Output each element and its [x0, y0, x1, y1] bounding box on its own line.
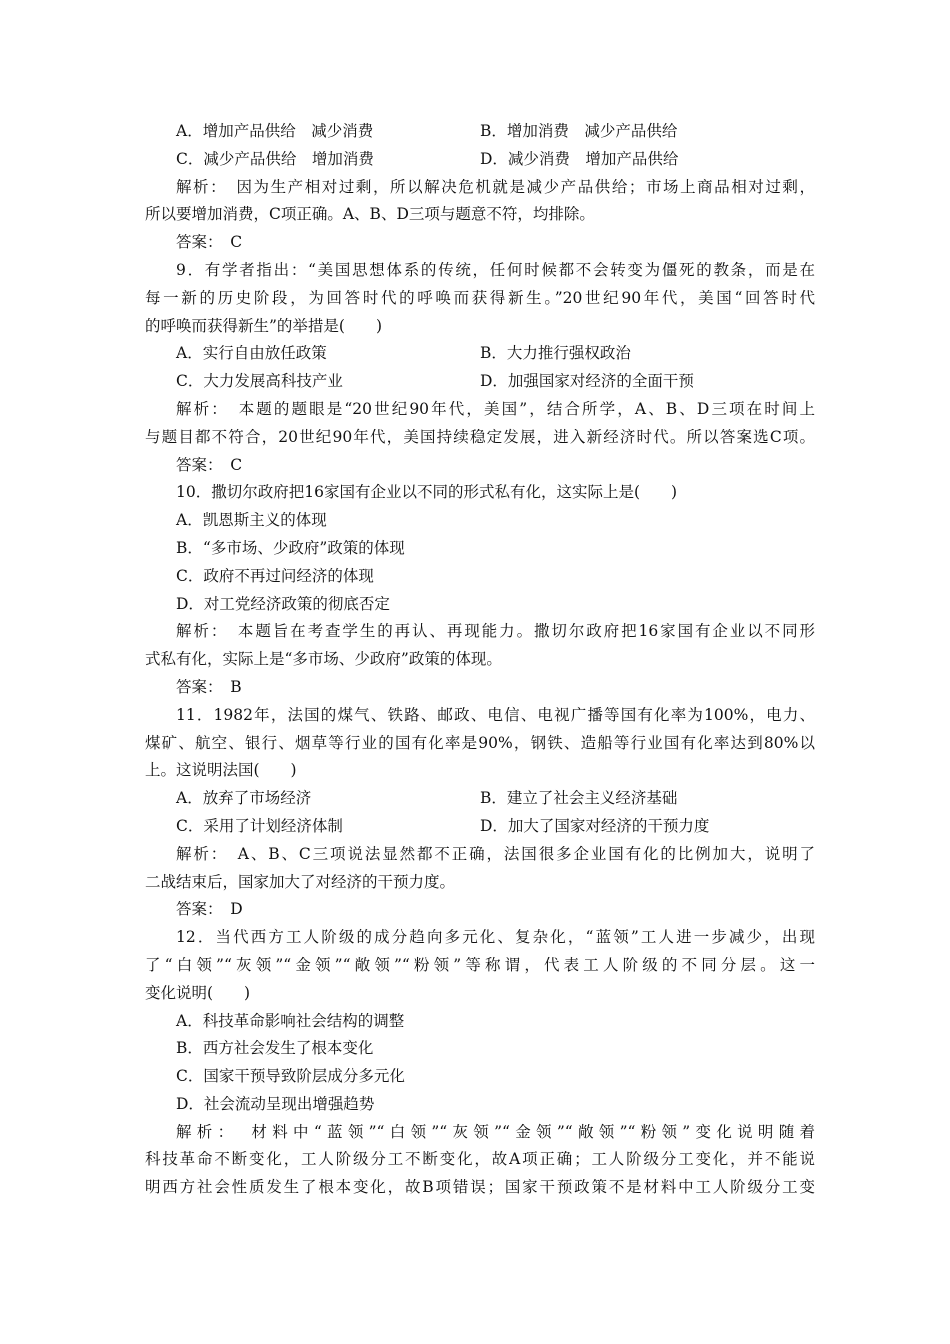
q9-analysis-line-1: 解析： 本题的题眼是“20世纪90年代，美国”，结合所学，A、B、D三项在时间上: [176, 399, 815, 418]
q8-options-row-1: [145, 118, 815, 146]
q9-option-b: B．大力推行强权政治: [480, 344, 631, 363]
q9-options-row-2: [145, 368, 815, 396]
q11-stem-line-1: 11．1982年，法国的煤气、铁路、邮政、电信、电视广播等国有化率为100%，电力、: [176, 705, 815, 724]
q12-option-a: A．科技革命影响社会结构的调整: [176, 1011, 405, 1030]
q10-option-d: D．对工党经济政策的彻底否定: [176, 594, 390, 613]
q12-option-d: D．社会流动呈现出增强趋势: [176, 1094, 375, 1113]
q9-option-c: C．大力发展高科技产业: [176, 372, 343, 391]
q10-analysis-line-2: 式私有化，实际上是“多市场、少政府”政策的体现。: [145, 650, 502, 669]
q9-options-row-1: [145, 340, 815, 368]
q12-analysis-line-2: 科技革命不断变化，工人阶级分工不断变化，故A项正确；工人阶级分工变化，并不能说: [145, 1150, 815, 1169]
q12-stem-line-3: 变化说明( ): [145, 983, 251, 1002]
q8-answer: 答案： C: [176, 233, 243, 252]
q9-stem-line-2: 每一新的历史阶段，为回答时代的呼唤而获得新生。”20世纪90年代，美国“回答时代: [145, 288, 815, 307]
q9-option-d: D．加强国家对经济的全面干预: [480, 372, 694, 391]
q12-stem-line-1: 12．当代西方工人阶级的成分趋向多元化、复杂化，“蓝领”工人进一步减少，出现: [176, 928, 815, 947]
q8-analysis-line-1: 解析： 因为生产相对过剩，所以解决危机就是减少产品供给；市场上商品相对过剩，: [176, 177, 815, 196]
q11-option-d: D．加大了国家对经济的干预力度: [480, 816, 710, 835]
q10-option-a: A．凯恩斯主义的体现: [176, 511, 327, 530]
q9-analysis-line-2: 与题目都不符合，20世纪90年代，美国持续稳定发展，进入新经济时代。所以答案选C项。: [145, 427, 815, 446]
q8-option-a: A．增加产品供给 减少消费: [176, 122, 374, 140]
q8-option-b: B．增加消费 减少产品供给: [480, 122, 678, 140]
q11-answer: 答案： D: [176, 900, 243, 919]
q10-option-c: C．政府不再过问经济的体现: [176, 566, 374, 585]
q8-option-c: C．减少产品供给 增加消费: [176, 149, 374, 168]
q11-option-c: C．采用了计划经济体制: [176, 816, 343, 835]
q12-option-b: B．西方社会发生了根本变化: [176, 1039, 374, 1058]
q10-option-b: B．“多市场、少政府”政策的体现: [176, 538, 405, 557]
q9-answer: 答案： C: [176, 455, 243, 474]
q12-option-c: C．国家干预导致阶层成分多元化: [176, 1067, 405, 1086]
q11-options-row-2: [145, 813, 815, 841]
q11-analysis-line-2: 二战结束后，国家加大了对经济的干预力度。: [145, 872, 456, 891]
q9-stem-line-1: 9．有学者指出：“美国思想体系的传统，任何时候都不会转变为僵死的教条，而是在: [176, 260, 815, 279]
q10-answer: 答案： B: [176, 677, 242, 696]
q11-analysis-line-1: 解析： A、B、C三项说法显然都不正确，法国很多企业国有化的比例加大，说明了: [176, 844, 815, 863]
q8-analysis-line-2: 所以要增加消费，C项正确。A、B、D三项与题意不符，均排除。: [145, 205, 595, 224]
q11-option-a: A．放弃了市场经济: [176, 789, 312, 808]
q11-options-row-1: [145, 785, 815, 813]
q11-stem-line-2: 煤矿、航空、银行、烟草等行业的国有化率是90%，钢铁、造船等行业国有化率达到80%以: [145, 733, 815, 752]
q10-stem-line-1: 10．撒切尔政府把16家国有企业以不同的形式私有化，这实际上是( ): [176, 483, 678, 502]
q8-options-row-2: [145, 146, 815, 174]
q11-stem-line-3: 上。这说明法国( ): [145, 761, 297, 780]
q8-option-d: D．减少消费 增加产品供给: [480, 149, 679, 168]
document-page: [145, 118, 815, 1202]
q11-option-b: B．建立了社会主义经济基础: [480, 789, 678, 808]
q12-analysis-line-1: 解析： 材料中“蓝领”“白领”“灰领”“金领”“敞领”“粉领”变化说明随着: [176, 1122, 815, 1141]
q9-option-a: A．实行自由放任政策: [176, 344, 327, 363]
q9-stem-line-3: 的呼唤而获得新生”的举措是( ): [145, 316, 383, 335]
q10-analysis-line-1: 解析： 本题旨在考查学生的再认、再现能力。撒切尔政府把16家国有企业以不同形: [176, 622, 815, 641]
q12-stem-line-2: 了“白领”“灰领”“金领”“敞领”“粉领”等称谓，代表工人阶级的不同分层。这一: [145, 955, 815, 974]
q12-analysis-line-3: 明西方社会性质发生了根本变化，故B项错误；国家干预政策不是材料中工人阶级分工变: [145, 1178, 815, 1197]
